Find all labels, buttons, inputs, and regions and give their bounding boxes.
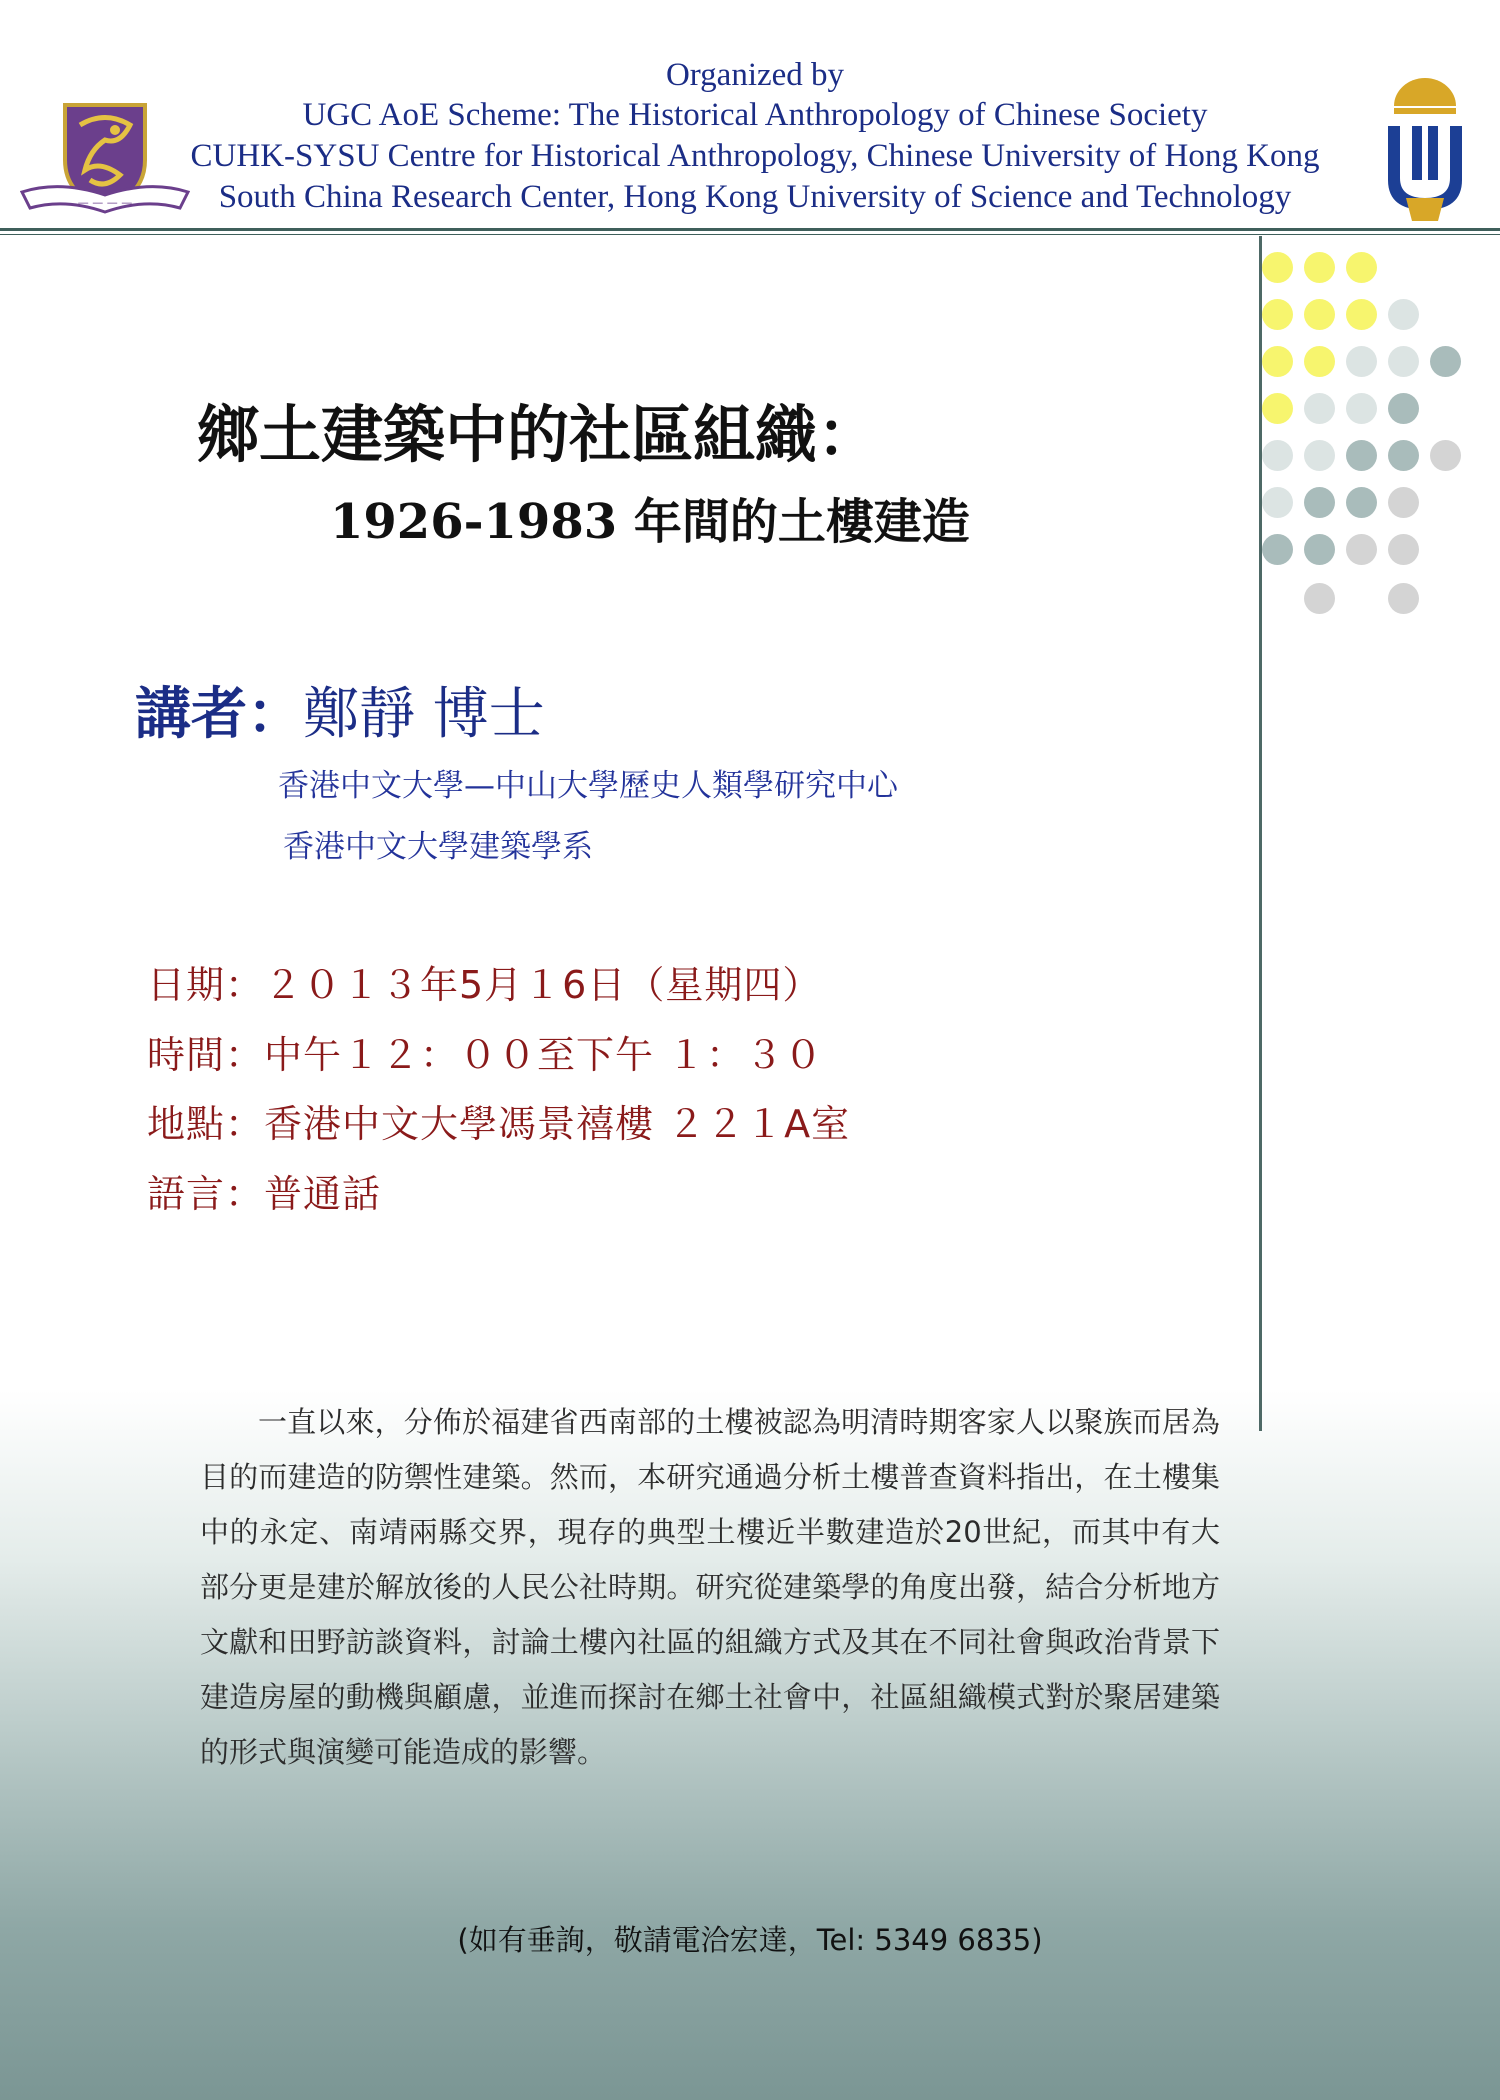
dot [1388, 346, 1419, 377]
hkust-logo [1380, 78, 1470, 223]
dot [1304, 487, 1335, 518]
dot [1304, 440, 1335, 471]
dot [1346, 487, 1377, 518]
svg-text:— — — —: — — — — [77, 196, 133, 209]
dot [1346, 440, 1377, 471]
dot [1304, 393, 1335, 424]
event-title: 鄉土建築中的社區組織： [197, 398, 880, 471]
event-language: 語言：普通話 [147, 1172, 382, 1216]
speaker-affiliation-1: 香港中文大學—中山大學歷史人類學研究中心 [278, 768, 898, 804]
dot [1388, 534, 1419, 565]
dot [1388, 440, 1419, 471]
dot [1346, 534, 1377, 565]
dot [1304, 583, 1335, 614]
speaker-name: 鄭靜 博士 [303, 682, 545, 747]
dot [1304, 534, 1335, 565]
organizer-line-2: CUHK-SYSU Centre for Historical Anthropology, Chinese University of Hong Kong [190, 138, 1320, 174]
dot [1388, 583, 1419, 614]
event-time: 時間：中午１２：００至下午 １：３０ [147, 1033, 824, 1077]
event-date: 日期：２０１３年5月１6日（星期四） [147, 963, 822, 1007]
dot [1346, 252, 1377, 283]
speaker-affiliation-2: 香港中文大學建築學系 [283, 829, 593, 865]
dot [1262, 534, 1293, 565]
dot [1262, 393, 1293, 424]
dot [1430, 346, 1461, 377]
dot [1388, 299, 1419, 330]
event-venue: 地點：香港中文大學馮景禧樓 ２２１A室 [147, 1102, 851, 1146]
vertical-divider [1259, 236, 1262, 1431]
dot [1262, 440, 1293, 471]
dot [1388, 393, 1419, 424]
dot [1346, 299, 1377, 330]
event-subtitle: 1926-1983 年間的土樓建造 [330, 494, 970, 550]
dot [1262, 299, 1293, 330]
cuhk-crest-logo [20, 100, 190, 220]
organizer-line-1: UGC AoE Scheme: The Historical Anthropology of Chinese Society [302, 97, 1208, 133]
dot [1346, 393, 1377, 424]
dot [1388, 487, 1419, 518]
organizer-line-3: South China Research Center, Hong Kong University of Science and Technology [218, 179, 1292, 215]
dot [1262, 346, 1293, 377]
dot [1304, 252, 1335, 283]
speaker-label: 講者： [135, 682, 303, 747]
dot [1304, 346, 1335, 377]
dot [1304, 299, 1335, 330]
header-rule [0, 228, 1500, 231]
abstract-paragraph: 一直以來，分佈於福建省西南部的土樓被認為明清時期客家人以聚族而居為目的而建造的防禦性建築。然而，本研究通過分析土樓普查資料指出，在土樓集中的永定、南靖兩縣交界，現存的典型土樓近半數建造於20世紀，而其中有大部分更是建於解放後的人民公社時期。研究從建築學的角度出發，結合分析地方文獻和田野訪談資料，討論土樓內社區的組織方式及其在不同社會與政治背景下建造房屋的動機與顧慮，並進而探討在鄉土社會中，社區組織模式對於聚居建築的形式與演變可能造成的影響。 [200, 1405, 1220, 1769]
speaker [135, 670, 545, 750]
dot [1346, 346, 1377, 377]
contact-info: (如有垂詢，敬請電洽宏達，Tel: 5349 6835) [457, 1923, 1043, 1957]
dot [1262, 252, 1293, 283]
dot [1430, 440, 1461, 471]
dot [1262, 487, 1293, 518]
header-rule-thin [0, 234, 1500, 235]
organized-by: Organized by [665, 57, 845, 93]
